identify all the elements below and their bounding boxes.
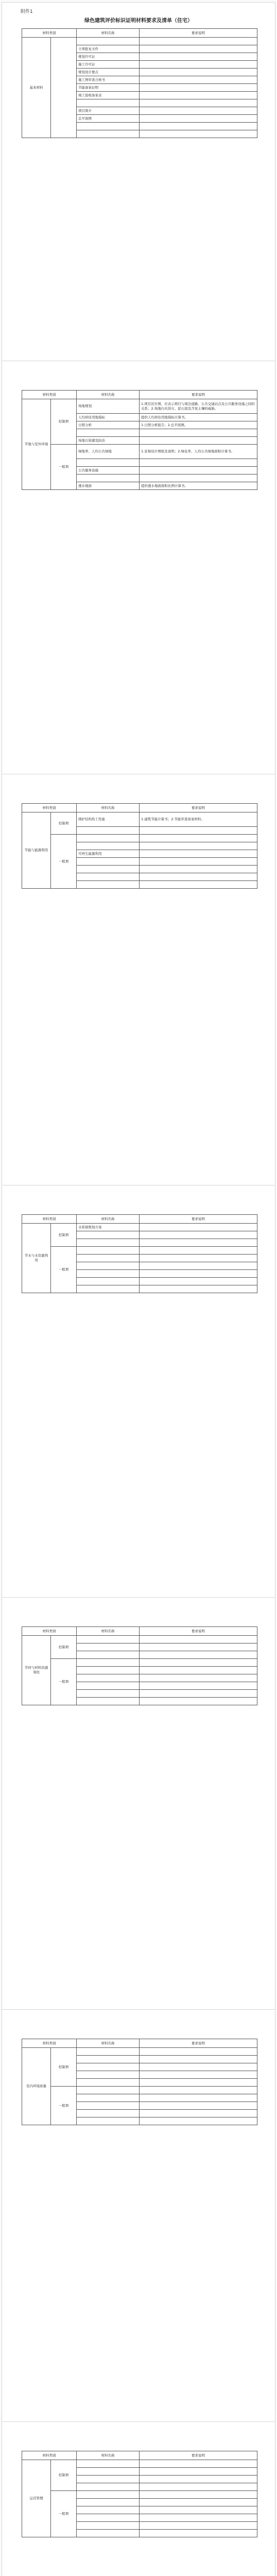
requirement-cell: [140, 2514, 257, 2522]
table-row: [22, 2048, 257, 2056]
requirement-cell: [140, 2063, 257, 2071]
category-cell: 运营管理: [22, 2460, 51, 2537]
requirement-cell: [140, 2102, 257, 2110]
requirement-cell: [140, 2468, 257, 2476]
requirement-cell: [140, 1667, 257, 1674]
material-name-cell: [77, 2506, 140, 2514]
evidence-table: [22, 2039, 257, 2125]
subgroup-cell: 一般项: [51, 2087, 77, 2125]
material-name-cell: 立项批复文件: [77, 45, 140, 53]
material-name-cell: [77, 1667, 140, 1674]
material-name-cell: [77, 1262, 140, 1270]
material-name-cell: [77, 38, 140, 45]
requirement-cell: [140, 1231, 257, 1239]
header-name: 材料名称: [77, 804, 140, 812]
evidence-table: [22, 803, 257, 889]
material-name-cell: 日照分析: [77, 421, 140, 429]
material-name-cell: [77, 835, 140, 842]
requirement-cell: [140, 2056, 257, 2063]
material-name-cell: [77, 2056, 140, 2063]
header-requirement: 要求说明: [140, 2451, 257, 2460]
material-name-cell: 透水地面: [77, 482, 140, 490]
table-header-row: [22, 1627, 257, 1636]
requirement-cell: [140, 1674, 257, 1682]
table-row: [22, 1636, 257, 1643]
material-name-cell: [77, 1255, 140, 1262]
material-name-cell: [77, 2483, 140, 2491]
requirement-cell: 1.日照分析报告；2.总平面图。: [140, 421, 257, 429]
requirement-cell: [140, 2079, 257, 2087]
requirement-cell: [140, 2530, 257, 2537]
header-category: 材料类别: [22, 804, 77, 812]
material-name-cell: [77, 1674, 140, 1682]
material-name-cell: 可再生能源利用: [77, 850, 140, 858]
table-header-row: [22, 2039, 257, 2048]
material-name-cell: [77, 1682, 140, 1690]
material-name-cell: 水系统规划方案: [77, 1224, 140, 1231]
requirement-cell: [140, 850, 257, 858]
category-cell: 节地与室外环境: [22, 399, 51, 490]
material-name-cell: 施工图审查合格书: [77, 76, 140, 84]
header-category: 材料类别: [22, 2039, 77, 2048]
requirement-cell: [140, 76, 257, 84]
subgroup-cell: 控制项: [51, 399, 77, 445]
requirement-cell: [140, 1643, 257, 1651]
requirement-cell: 1.项目区位图，应表示项目与周边道路、公共交通站点及公共服务设施之间的关系；2.场地内无洪灾、泥石流及含氡土壤的威胁。: [140, 399, 257, 414]
requirement-cell: [140, 1285, 257, 1293]
subgroup-cell: 一般项: [51, 835, 77, 889]
material-name-cell: [77, 1659, 140, 1667]
requirement-cell: [140, 474, 257, 482]
requirement-cell: [140, 84, 257, 92]
material-name-cell: [77, 2079, 140, 2087]
material-name-cell: [77, 2094, 140, 2102]
header-requirement: 要求说明: [140, 1627, 257, 1636]
requirement-cell: [140, 858, 257, 866]
subgroup-cell: 一般项: [51, 445, 77, 490]
material-name-cell: [77, 2491, 140, 2499]
subgroup-cell: 控制项: [51, 1636, 77, 1659]
subgroup-cell: 一般项: [51, 1247, 77, 1293]
material-name-cell: [77, 2087, 140, 2094]
material-name-cell: [77, 1270, 140, 1278]
material-name-cell: [77, 873, 140, 881]
material-name-cell: 人均居住用地指标: [77, 414, 140, 421]
table-row: [22, 38, 257, 45]
subgroup-cell: 控制项: [51, 2048, 77, 2087]
material-name-cell: [77, 1278, 140, 1285]
material-name-cell: [77, 1651, 140, 1659]
requirement-cell: [140, 1698, 257, 1705]
requirement-cell: [140, 1682, 257, 1690]
requirement-cell: [140, 123, 257, 130]
material-name-cell: [77, 1643, 140, 1651]
material-name-cell: [77, 2102, 140, 2110]
requirement-cell: [140, 2499, 257, 2506]
material-name-cell: [77, 2499, 140, 2506]
requirement-cell: [140, 69, 257, 76]
material-name-cell: [77, 1636, 140, 1643]
requirement-cell: [140, 1270, 257, 1278]
requirement-cell: [140, 99, 257, 107]
requirement-cell: [140, 2117, 257, 2125]
material-name-cell: [77, 2530, 140, 2537]
evidence-table: [22, 28, 257, 138]
material-name-cell: [77, 1239, 140, 1247]
material-name-cell: [77, 130, 140, 138]
requirement-cell: 提供透水地面面积比例计算书。: [140, 482, 257, 490]
requirement-cell: 1.建筑节能计算书；2.节能审查备案材料。: [140, 812, 257, 827]
table-header-row: [22, 1215, 257, 1224]
material-name-cell: [77, 2460, 140, 2468]
subgroup-cell: [51, 38, 77, 138]
material-name-cell: [77, 2063, 140, 2071]
material-name-cell: 场地污染源及防治: [77, 437, 140, 445]
header-name: 材料名称: [77, 2039, 140, 2048]
material-name-cell: [77, 1690, 140, 1698]
material-name-cell: 施工许可证: [77, 61, 140, 69]
material-name-cell: [77, 866, 140, 873]
requirement-cell: [140, 1239, 257, 1247]
requirement-cell: [140, 2460, 257, 2468]
table-row: [22, 2460, 257, 2468]
material-name-cell: 规划许可证: [77, 53, 140, 61]
material-name-cell: [77, 123, 140, 130]
requirement-cell: [140, 2476, 257, 2483]
category-cell: 节能与能源利用: [22, 812, 51, 889]
material-name-cell: [77, 827, 140, 835]
material-name-cell: 规划设计要点: [77, 69, 140, 76]
material-name-cell: 围护结构热工性能: [77, 812, 140, 827]
requirement-cell: [140, 115, 257, 123]
material-name-cell: [77, 2071, 140, 2079]
material-name-cell: [77, 429, 140, 437]
header-category: 材料类别: [22, 391, 77, 399]
requirement-cell: [140, 38, 257, 45]
requirement-cell: [140, 45, 257, 53]
material-name-cell: [77, 1698, 140, 1705]
requirement-cell: [140, 429, 257, 437]
requirement-cell: [140, 130, 257, 138]
attachment-label: 附件1: [21, 9, 33, 14]
table-row: [22, 399, 257, 414]
evidence-table: [22, 390, 257, 490]
material-name-cell: [77, 1285, 140, 1293]
material-name-cell: 公共服务设施: [77, 467, 140, 474]
material-name-cell: [77, 99, 140, 107]
material-name-cell: [77, 881, 140, 889]
table-header-row: [22, 29, 257, 38]
requirement-cell: [140, 107, 257, 115]
requirement-cell: [140, 2071, 257, 2079]
subgroup-cell: 一般项: [51, 1659, 77, 1705]
table-row: [22, 835, 257, 842]
header-requirement: 要求说明: [140, 2039, 257, 2048]
requirement-cell: 1.景观设计图纸及说明；2.绿化率、人均公共绿地面积计算书。: [140, 445, 257, 459]
material-name-cell: [77, 2117, 140, 2125]
requirement-cell: [140, 2491, 257, 2499]
evidence-table: [22, 1214, 257, 1293]
requirement-cell: [140, 1636, 257, 1643]
header-name: 材料名称: [77, 391, 140, 399]
table-header-row: [22, 804, 257, 812]
material-name-cell: [77, 1231, 140, 1239]
subgroup-cell: 控制项: [51, 2460, 77, 2491]
table-row: [22, 2087, 257, 2094]
requirement-cell: [140, 881, 257, 889]
evidence-table: [22, 2451, 257, 2537]
material-name-cell: [77, 459, 140, 467]
requirement-cell: [140, 437, 257, 445]
table-row: [22, 1224, 257, 1231]
header-requirement: 要求说明: [140, 391, 257, 399]
material-name-cell: [77, 2522, 140, 2530]
table-header-row: [22, 391, 257, 399]
requirement-cell: [140, 1247, 257, 1255]
material-name-cell: 绿地率、人均公共绿地: [77, 445, 140, 459]
evidence-table: [22, 1626, 257, 1705]
table-row: [22, 1659, 257, 1667]
header-category: 材料类别: [22, 1627, 77, 1636]
material-name-cell: [77, 858, 140, 866]
header-name: 材料名称: [77, 29, 140, 38]
requirement-cell: 提供人均居住用地指标计算书。: [140, 414, 257, 421]
requirement-cell: [140, 2483, 257, 2491]
header-requirement: 要求说明: [140, 29, 257, 38]
requirement-cell: [140, 1262, 257, 1270]
table-row: [22, 1247, 257, 1255]
requirement-cell: [140, 1255, 257, 1262]
requirement-cell: [140, 2110, 257, 2117]
header-requirement: 要求说明: [140, 804, 257, 812]
material-name-cell: 节能备案证明: [77, 84, 140, 92]
table-row: [22, 445, 257, 459]
requirement-cell: [140, 2087, 257, 2094]
requirement-cell: [140, 2522, 257, 2530]
requirement-cell: [140, 866, 257, 873]
category-cell: 室内环境质量: [22, 2048, 51, 2125]
header-category: 材料类别: [22, 29, 77, 38]
material-name-cell: 项目简介: [77, 107, 140, 115]
requirement-cell: [140, 2048, 257, 2056]
material-name-cell: [77, 1247, 140, 1255]
requirement-cell: [140, 53, 257, 61]
document-title: 绿色建筑评价标识证明材料要求及清单（住宅）: [84, 18, 193, 24]
header-name: 材料名称: [77, 2451, 140, 2460]
requirement-cell: [140, 2506, 257, 2514]
header-name: 材料名称: [77, 1627, 140, 1636]
requirement-cell: [140, 467, 257, 474]
requirement-cell: [140, 835, 257, 842]
table-row: [22, 812, 257, 827]
requirement-cell: [140, 459, 257, 467]
material-name-cell: [77, 2048, 140, 2056]
category-cell: 基本材料: [22, 38, 51, 138]
requirement-cell: [140, 873, 257, 881]
subgroup-cell: 控制项: [51, 812, 77, 835]
requirement-cell: [140, 92, 257, 99]
requirement-cell: [140, 1651, 257, 1659]
subgroup-cell: 控制项: [51, 1224, 77, 1247]
material-name-cell: [77, 2468, 140, 2476]
material-name-cell: 场地规划: [77, 399, 140, 414]
category-cell: 节水与水资源利用: [22, 1224, 51, 1293]
category-cell: 节材与材料资源利用: [22, 1636, 51, 1705]
document-page-7: [2, 2421, 275, 2576]
requirement-cell: [140, 61, 257, 69]
material-name-cell: [77, 2514, 140, 2522]
material-name-cell: [77, 2476, 140, 2483]
material-name-cell: [77, 474, 140, 482]
material-name-cell: [77, 842, 140, 850]
header-category: 材料类别: [22, 1215, 77, 1224]
header-name: 材料名称: [77, 1215, 140, 1224]
material-name-cell: 竣工验收备案表: [77, 92, 140, 99]
material-name-cell: [77, 2110, 140, 2117]
requirement-cell: [140, 1224, 257, 1231]
requirement-cell: [140, 842, 257, 850]
requirement-cell: [140, 2094, 257, 2102]
table-row: [22, 2491, 257, 2499]
table-header-row: [22, 2451, 257, 2460]
requirement-cell: [140, 1278, 257, 1285]
header-requirement: 要求说明: [140, 1215, 257, 1224]
requirement-cell: [140, 827, 257, 835]
header-category: 材料类别: [22, 2451, 77, 2460]
subgroup-cell: 一般项: [51, 2491, 77, 2537]
requirement-cell: [140, 1659, 257, 1667]
material-name-cell: 总平面图: [77, 115, 140, 123]
requirement-cell: [140, 1690, 257, 1698]
